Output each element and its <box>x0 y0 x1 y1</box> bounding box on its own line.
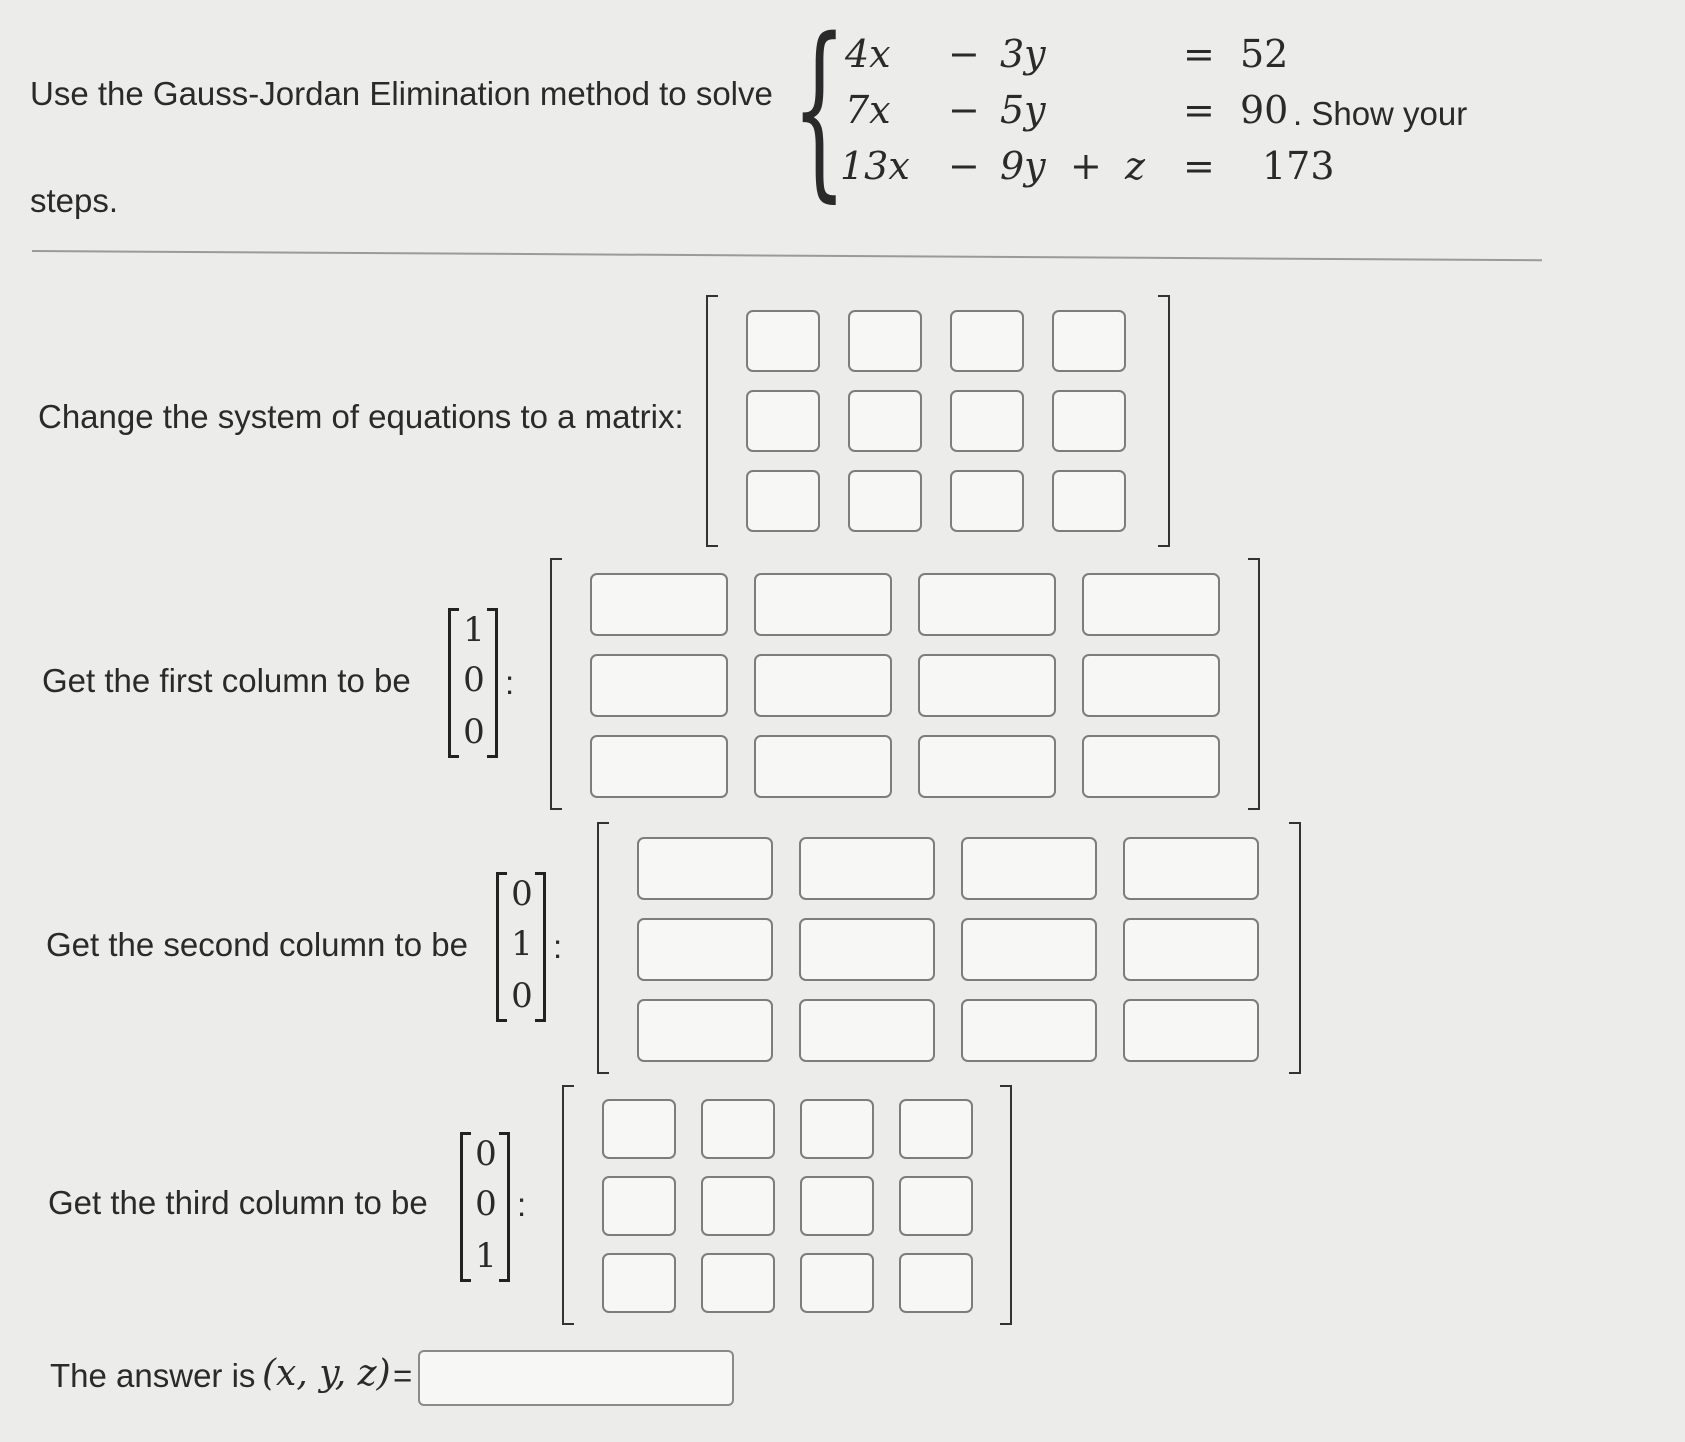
system-brace: { <box>792 0 847 219</box>
vector-entry: 1 <box>511 924 533 964</box>
matrix-cell-r2c3[interactable] <box>950 390 1024 452</box>
row3-y: 9y <box>1000 144 1046 188</box>
third-column-matrix <box>562 1085 1012 1325</box>
step1-cell-r1c4[interactable] <box>1082 573 1220 636</box>
vector-entry: 0 <box>511 874 533 914</box>
matrix-cell-r1c4[interactable] <box>1052 310 1126 372</box>
vector-entry: 0 <box>511 976 533 1016</box>
first-column-label: Get the first column to be <box>42 662 411 699</box>
step3-cell-r2c3[interactable] <box>800 1176 874 1236</box>
question-intro: Use the Gauss-Jordan Elimination method to solve <box>30 75 773 112</box>
step1-cell-r3c4[interactable] <box>1082 735 1220 798</box>
step1-cell-r3c2[interactable] <box>754 735 892 798</box>
vector-entry: 1 <box>475 1236 497 1276</box>
row2-x: 7x <box>845 88 891 132</box>
matrix-cell-r1c1[interactable] <box>746 310 820 372</box>
step3-cell-r3c2[interactable] <box>701 1253 775 1313</box>
question-steps: steps. <box>30 182 119 219</box>
step1-cell-r2c2[interactable] <box>754 654 892 717</box>
matrix-cell-r2c2[interactable] <box>848 390 922 452</box>
matrix-cell-r3c1[interactable] <box>746 470 820 532</box>
step2-cell-r2c3[interactable] <box>961 918 1097 981</box>
step2-cell-r2c4[interactable] <box>1123 918 1259 981</box>
row2-op1: − <box>948 88 980 132</box>
step1-cell-r2c4[interactable] <box>1082 654 1220 717</box>
row1-op1: − <box>948 32 980 76</box>
row3-z: z <box>1125 144 1146 188</box>
row1-x: 4x <box>845 32 891 76</box>
third-colon: : <box>517 1186 527 1223</box>
answer-equals: = <box>393 1357 413 1394</box>
step1-cell-r1c3[interactable] <box>918 573 1056 636</box>
step1-cell-r3c3[interactable] <box>918 735 1056 798</box>
row3-op2: + <box>1070 144 1102 188</box>
row3-eq: = <box>1183 144 1215 188</box>
row3-x: 13x <box>840 144 910 188</box>
augmented-matrix <box>706 295 1170 547</box>
step2-cell-r1c3[interactable] <box>961 837 1097 900</box>
step2-cell-r1c4[interactable] <box>1123 837 1259 900</box>
step2-cell-r1c2[interactable] <box>799 837 935 900</box>
row2-eq: = <box>1183 88 1215 132</box>
vector-entry: 0 <box>463 712 485 752</box>
step1-cell-r1c1[interactable] <box>590 573 728 636</box>
third-column-vector <box>460 1132 510 1282</box>
vector-entry: 0 <box>475 1134 497 1174</box>
second-colon: : <box>553 928 563 965</box>
vector-entry: 0 <box>475 1184 497 1224</box>
row1-eq: = <box>1183 32 1215 76</box>
row3-op1: − <box>948 144 980 188</box>
step1-cell-r2c3[interactable] <box>918 654 1056 717</box>
step3-cell-r2c2[interactable] <box>701 1176 775 1236</box>
matrix-cell-r2c1[interactable] <box>746 390 820 452</box>
step3-cell-r1c4[interactable] <box>899 1099 973 1159</box>
vector-entry: 1 <box>463 610 485 650</box>
matrix-cell-r1c3[interactable] <box>950 310 1024 372</box>
row3-rhs: 173 <box>1262 144 1335 188</box>
matrix-step-label: Change the system of equations to a matrix: <box>38 398 684 435</box>
row2-rhs: 90 <box>1240 88 1289 132</box>
step1-cell-r3c1[interactable] <box>590 735 728 798</box>
vector-entry: 0 <box>463 660 485 700</box>
row2-y: 5y <box>1000 88 1046 132</box>
matrix-cell-r2c4[interactable] <box>1052 390 1126 452</box>
step3-cell-r3c1[interactable] <box>602 1253 676 1313</box>
second-column-matrix <box>597 822 1301 1074</box>
step2-cell-r3c1[interactable] <box>637 999 773 1062</box>
step2-cell-r2c1[interactable] <box>637 918 773 981</box>
step3-cell-r1c1[interactable] <box>602 1099 676 1159</box>
step3-cell-r2c4[interactable] <box>899 1176 973 1236</box>
row1-rhs: 52 <box>1240 32 1289 76</box>
first-column-vector <box>448 608 498 758</box>
first-column-matrix <box>550 558 1260 810</box>
matrix-cell-r3c3[interactable] <box>950 470 1024 532</box>
step1-cell-r1c2[interactable] <box>754 573 892 636</box>
divider <box>32 250 1542 261</box>
step3-cell-r1c3[interactable] <box>800 1099 874 1159</box>
matrix-cell-r3c4[interactable] <box>1052 470 1126 532</box>
row1-y: 3y <box>1000 32 1046 76</box>
second-column-label: Get the second column to be <box>46 926 468 963</box>
step2-cell-r1c1[interactable] <box>637 837 773 900</box>
first-colon: : <box>505 664 515 701</box>
matrix-cell-r3c2[interactable] <box>848 470 922 532</box>
answer-label: The answer is <box>50 1357 256 1394</box>
step3-cell-r2c1[interactable] <box>602 1176 676 1236</box>
matrix-cell-r1c2[interactable] <box>848 310 922 372</box>
step3-cell-r3c3[interactable] <box>800 1253 874 1313</box>
second-column-vector <box>496 872 546 1022</box>
step2-cell-r2c2[interactable] <box>799 918 935 981</box>
step1-cell-r2c1[interactable] <box>590 654 728 717</box>
step2-cell-r3c4[interactable] <box>1123 999 1259 1062</box>
step2-cell-r3c3[interactable] <box>961 999 1097 1062</box>
step3-cell-r3c4[interactable] <box>899 1253 973 1313</box>
step2-cell-r3c2[interactable] <box>799 999 935 1062</box>
question-after-system: . Show your <box>1293 95 1468 132</box>
step3-cell-r1c2[interactable] <box>701 1099 775 1159</box>
third-column-label: Get the third column to be <box>48 1184 428 1221</box>
answer-input[interactable] <box>418 1350 734 1406</box>
answer-tuple: (x, y, z) <box>262 1353 391 1394</box>
